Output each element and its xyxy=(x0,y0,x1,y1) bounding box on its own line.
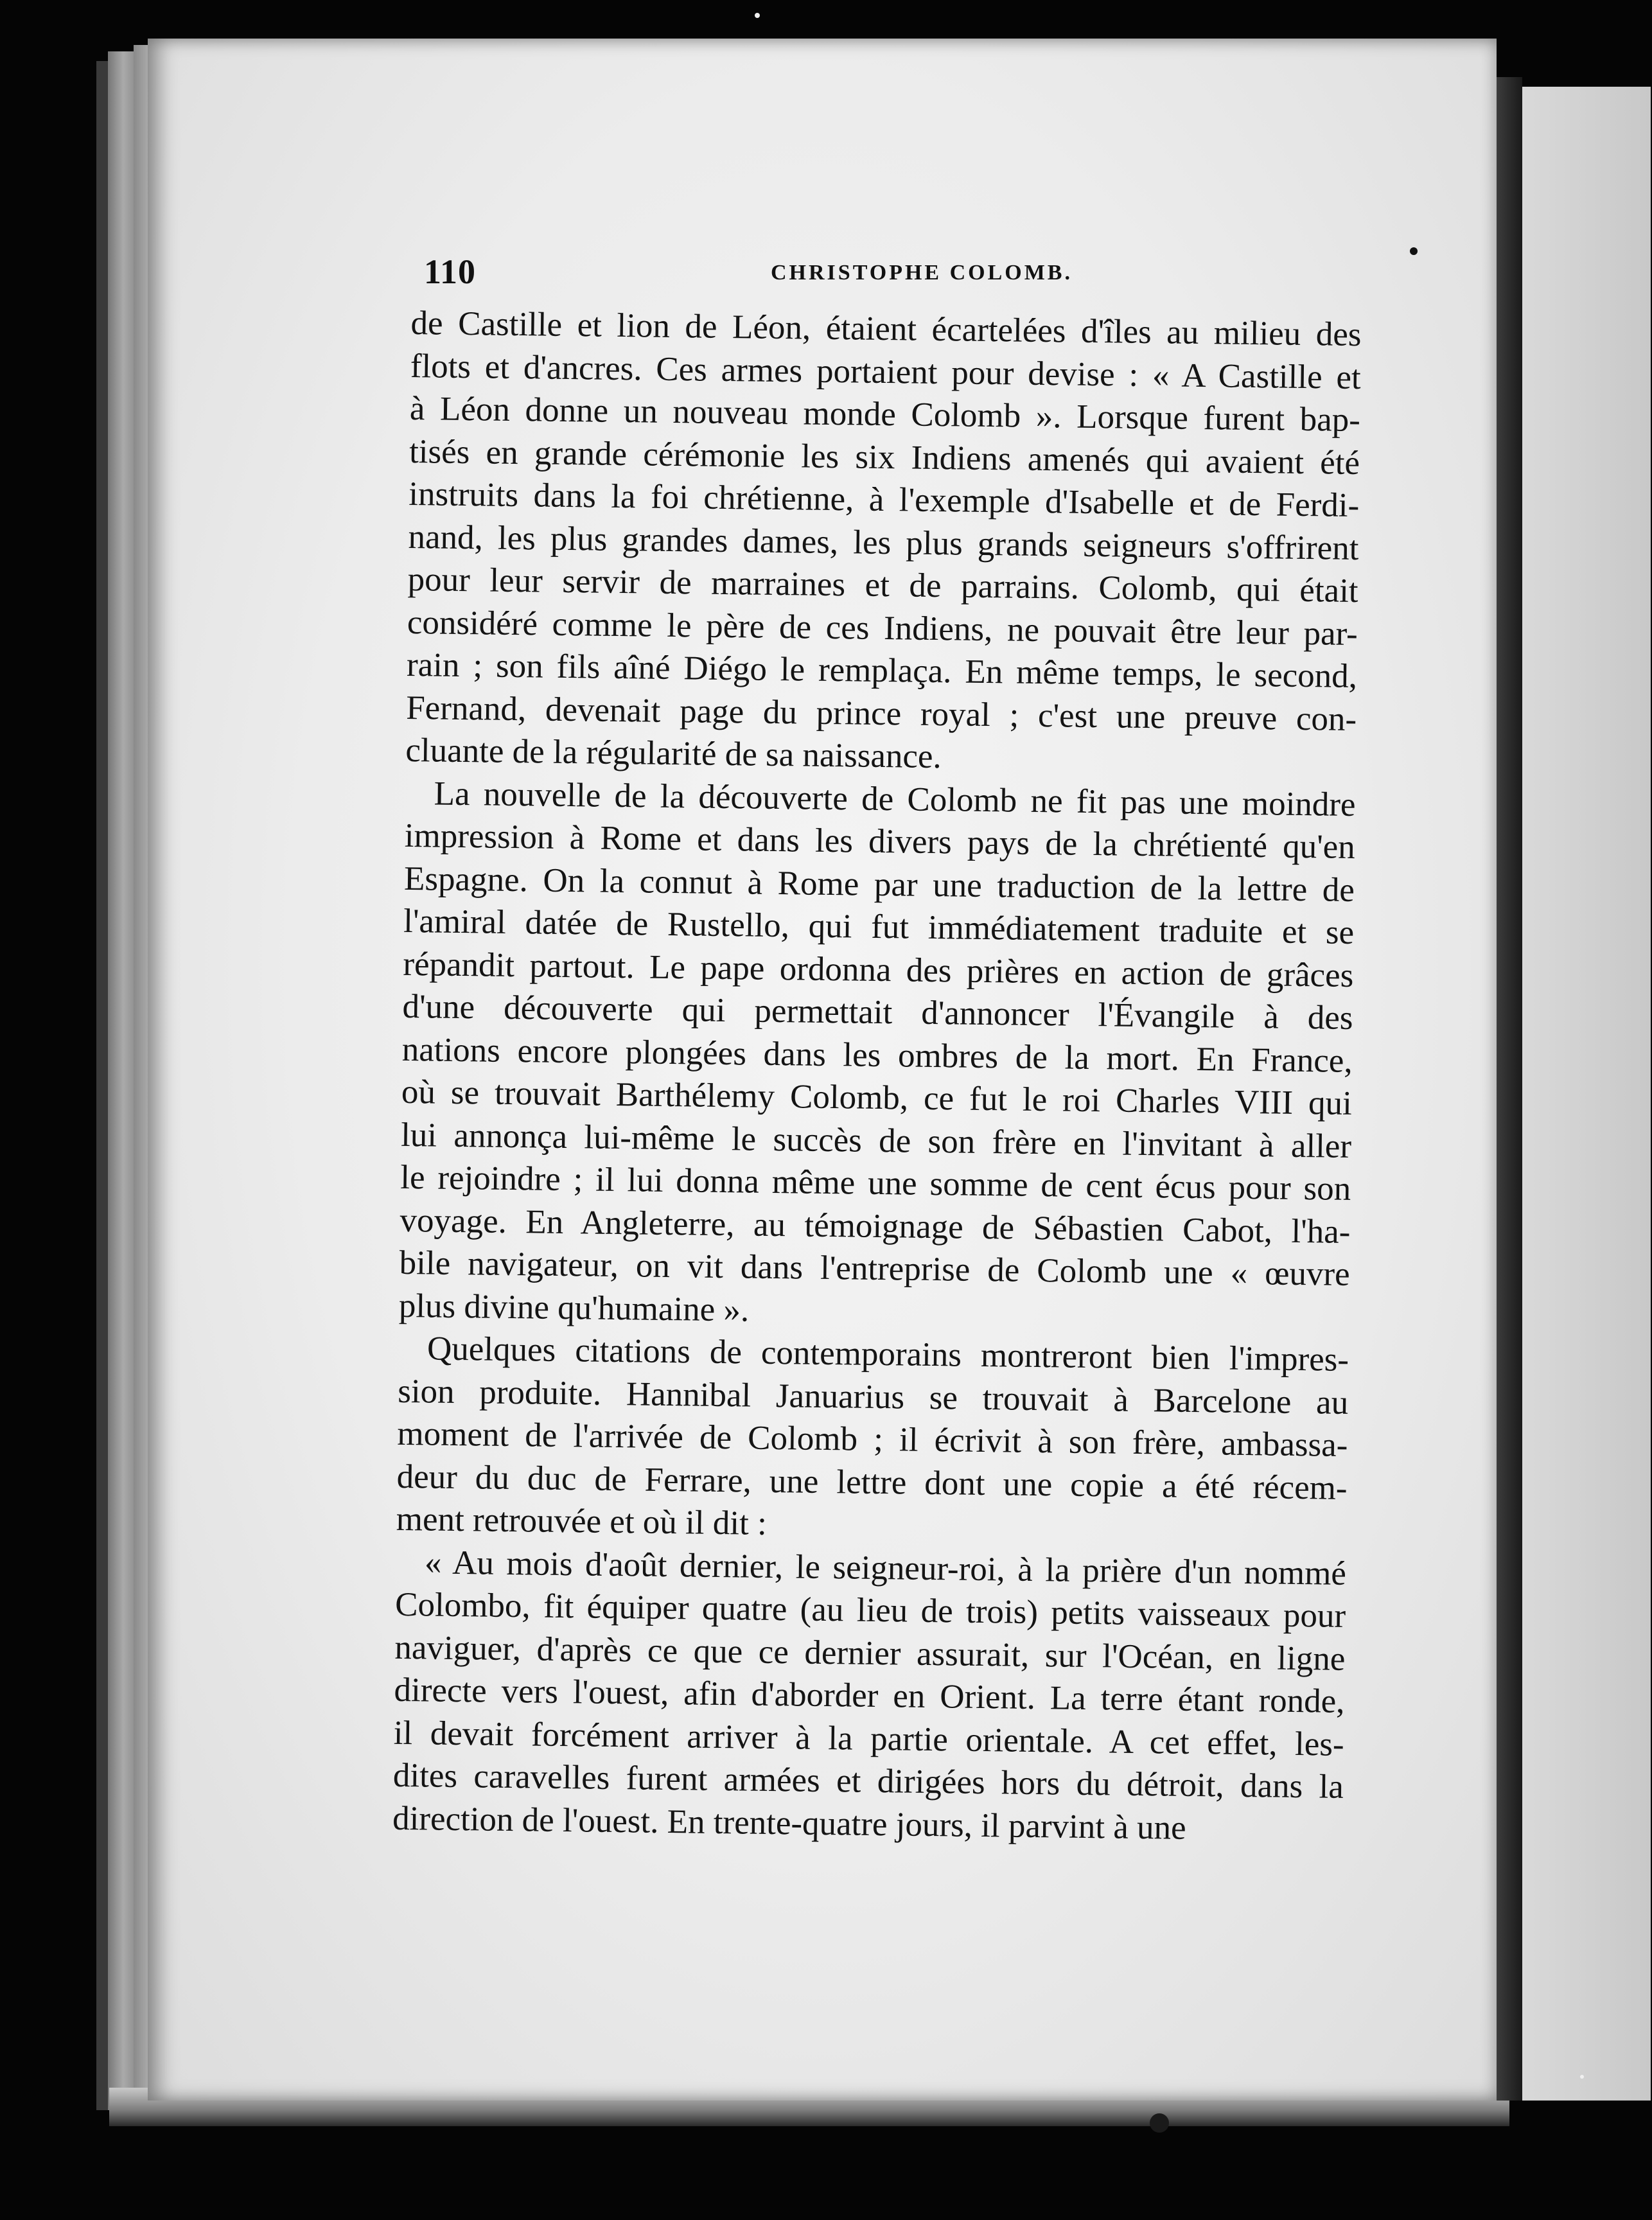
body-text xyxy=(392,302,1362,1851)
dust-speck xyxy=(1150,2113,1169,2133)
text-line: tisés en grande cérémonie les six Indiens amenés qui avaient été xyxy=(409,432,1360,482)
dust-speck xyxy=(755,13,760,18)
text-line: deur du duc de Ferrare, une lettre dont une copie a été récem- xyxy=(396,1458,1348,1507)
text-line: plus divine qu'humaine ». xyxy=(398,1287,750,1329)
text-line: considéré comme le père de ces Indiens, ne pouvait être leur par- xyxy=(407,603,1358,653)
text-line: Espagne. On la connut à Rome par une traduction de la lettre de xyxy=(403,859,1355,909)
text-line: ment retrouvée et où il dit : xyxy=(396,1500,768,1542)
text-line: direction de l'ouest. En trente-quatre jours, il parvint à une xyxy=(392,1799,1186,1847)
text-line: bile navigateur, on vit dans l'entreprise de Colomb une « œuvre xyxy=(399,1244,1350,1293)
text-line: nations encore plongées dans les ombres de la mort. En France, xyxy=(401,1030,1353,1080)
text-line: dites caravelles furent armées et dirigées hors du détroit, dans la xyxy=(392,1756,1344,1806)
gutter-shadow xyxy=(1497,77,1522,2101)
dust-speck xyxy=(1410,247,1418,255)
text-line: le rejoindre ; il lui donna même une somme de cent écus pour son xyxy=(400,1158,1351,1208)
text-line: à Léon donne un nouveau monde Colomb ». Lorsque furent bap- xyxy=(409,389,1361,439)
text-line: rain ; son fils aîné Diégo le remplaça. En même temps, le second, xyxy=(406,646,1358,696)
text-line: Quelques citations de contemporains montreront bien l'impres- xyxy=(426,1330,1349,1379)
paragraph xyxy=(396,1327,1349,1553)
text-line: de Castille et lion de Léon, étaient écartelées d'îles au milieu des xyxy=(410,304,1362,354)
text-line: répandit partout. Le pape ordonna des prières en action de grâces xyxy=(403,945,1354,994)
text-line: Fernand, devenait page du prince royal ; c'est une preuve con- xyxy=(405,689,1357,738)
text-line: l'amiral datée de Rustello, qui fut immédiatement traduite et se xyxy=(403,902,1355,952)
text-line: pour leur servir de marraines et de parrains. Colomb, qui était xyxy=(407,560,1358,610)
text-line: directe vers l'ouest, afin d'aborder en Orient. La terre étant ronde, xyxy=(394,1671,1345,1720)
dust-speck xyxy=(1580,2075,1584,2079)
text-line: naviguer, d'après ce que ce dernier assurait, sur l'Océan, en ligne xyxy=(394,1628,1346,1678)
running-title: CHRISTOPHE COLOMB. xyxy=(771,261,1073,285)
text-line: La nouvelle de la découverte de Colomb ne fit pas une moindre xyxy=(434,774,1356,824)
paragraph xyxy=(392,1540,1347,1851)
text-line: où se trouvait Barthélemy Colomb, ce fut le roi Charles VIII qui xyxy=(401,1073,1353,1122)
text-line: il devait forcément arriver à la partie orientale. A cet effet, les- xyxy=(393,1714,1345,1763)
text-line: impression à Rome et dans les divers pays de la chrétienté qu'en xyxy=(404,816,1356,867)
facing-page-edge xyxy=(1522,87,1651,2101)
text-line: nand, les plus grandes dames, les plus grands seigneurs s'offrirent xyxy=(408,518,1359,567)
paragraph xyxy=(405,302,1362,784)
paragraph xyxy=(399,771,1356,1339)
text-line: lui annonça lui-même le succès de son frère en l'invitant à aller xyxy=(400,1116,1352,1165)
text-line: « Au mois d'août dernier, le seigneur-roi, à la prière d'un nommé xyxy=(424,1543,1347,1592)
text-line: cluante de la régularité de sa naissance. xyxy=(405,731,942,776)
page-number: 110 xyxy=(424,252,477,291)
text-line: Colombo, fit équiper quatre (au lieu de trois) petits vaisseaux pour xyxy=(394,1585,1346,1635)
text-line: sion produite. Hannibal Januarius se trouvait à Barcelone au xyxy=(397,1372,1349,1422)
page-header xyxy=(424,252,1387,297)
text-line: moment de l'arrivée de Colomb ; il écrivit à son frère, ambassa- xyxy=(397,1414,1348,1464)
text-line: voyage. En Angleterre, au témoignage de Sébastien Cabot, l'ha- xyxy=(400,1201,1351,1251)
text-line: flots et d'ancres. Ces armes portaient pour devise : « A Castille et xyxy=(410,347,1362,396)
text-line: d'une découverte qui permettait d'annoncer l'Évangile à des xyxy=(402,987,1353,1037)
text-line: instruits dans la foi chrétienne, à l'exemple d'Isabelle et de Ferdi- xyxy=(408,475,1360,525)
